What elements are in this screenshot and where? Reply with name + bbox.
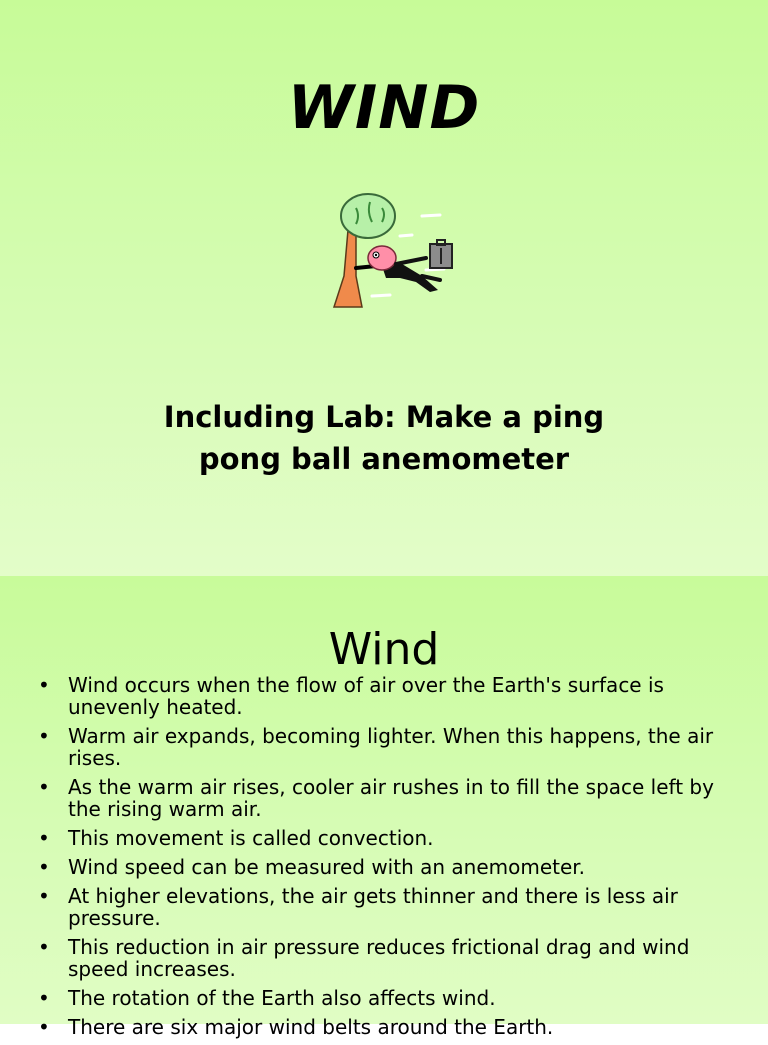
bullet-item: • Wind occurs when the flow of air over the Earth's surface is unevenly heated. bbox=[0, 674, 768, 718]
wind-streak bbox=[426, 269, 444, 270]
wind-streak bbox=[372, 295, 390, 296]
bullet-item: • Wind speed can be measured with an anemometer. bbox=[0, 856, 768, 878]
wind-streak bbox=[422, 215, 440, 216]
slide-subtitle bbox=[0, 396, 768, 480]
bullet-item: • There are six major wind belts around the Earth. bbox=[0, 1016, 768, 1038]
bullet-list bbox=[0, 674, 768, 1045]
bullet-item: • Warm air expands, becoming lighter. When this happens, the air rises. bbox=[0, 725, 768, 769]
tree-canopy bbox=[341, 194, 395, 238]
bullet-item: • This reduction in air pressure reduces frictional drag and wind speed increases. bbox=[0, 936, 768, 980]
bullet-item: • The rotation of the Earth also affects wind. bbox=[0, 987, 768, 1009]
slide-title: WIND bbox=[287, 73, 481, 143]
character-head bbox=[368, 246, 396, 270]
wind-streak bbox=[400, 235, 412, 236]
content-slide-title: Wind bbox=[328, 624, 440, 675]
subtitle-line: Including Lab: Make a ping bbox=[163, 400, 605, 434]
bullet-item: • This movement is called convection. bbox=[0, 827, 768, 849]
bullet-item: • At higher elevations, the air gets thinner and there is less air pressure. bbox=[0, 885, 768, 929]
man-holding-tree-in-wind-clipart-icon bbox=[326, 186, 466, 314]
bullet-item: • As the warm air rises, cooler air rushes in to fill the space left by the rising warm air. bbox=[0, 776, 768, 820]
subtitle-line: pong ball anemometer bbox=[198, 442, 570, 476]
